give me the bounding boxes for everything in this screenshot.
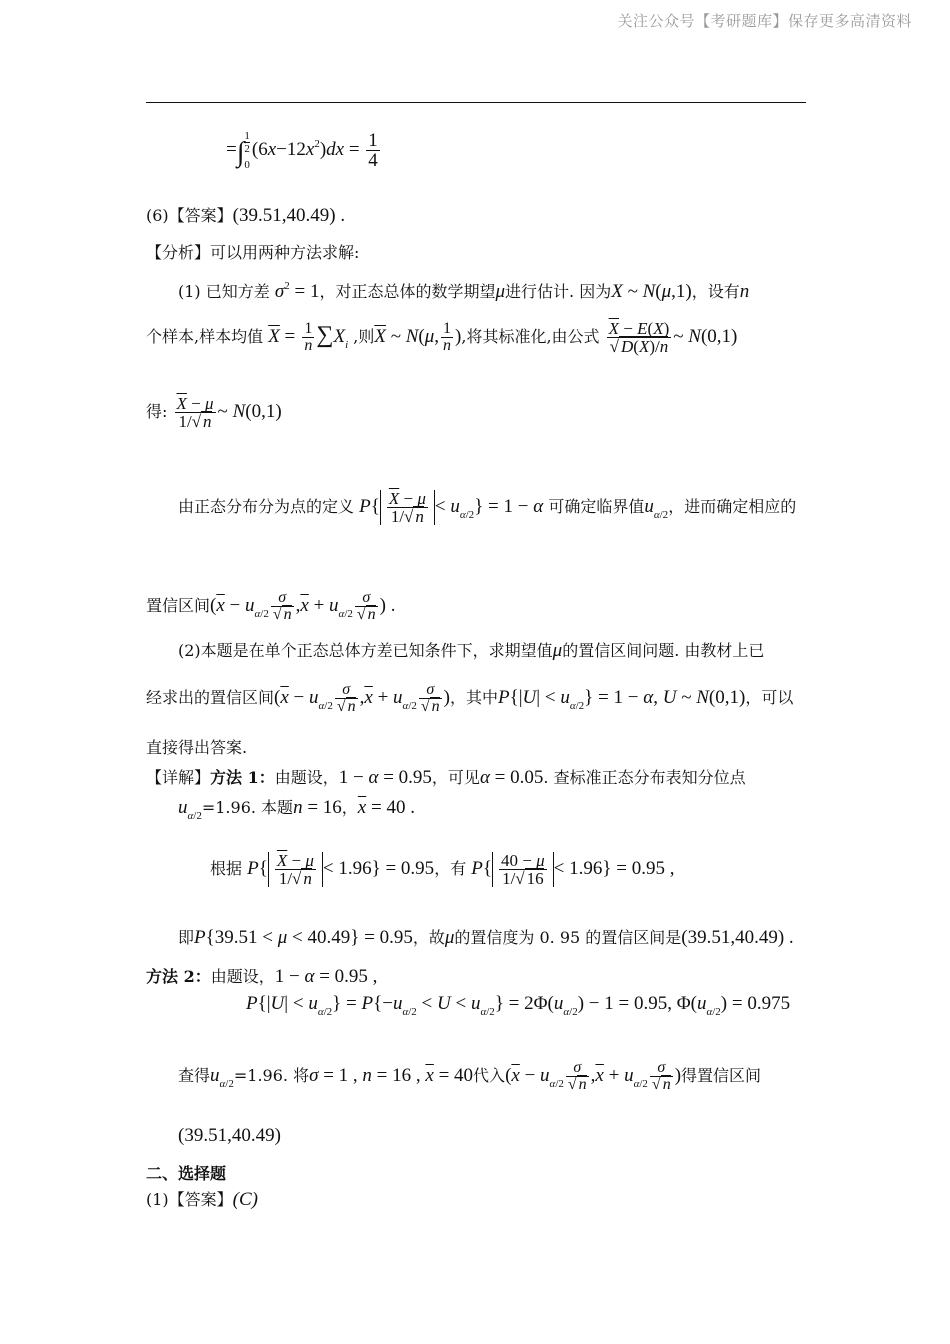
- m3-c: 代入: [473, 1066, 506, 1085]
- q6-para5: 置信区间($\overline{x} - u_{\alpha/2}$ $\frac{\sigma}{√ n}$ $,\overline{x} + u_{\alpha/2}$ $\frac{\sigma}{√ n}$ ) .: [146, 589, 396, 623]
- p1-start: (1) 已知方差: [178, 282, 270, 301]
- q6-para8: 直接得出答案.: [146, 738, 248, 757]
- p4-b: 可确定临界值: [548, 497, 645, 516]
- p2-b: ,则: [353, 327, 375, 346]
- q6-answer-value: (39.51,40.49) .: [232, 205, 346, 226]
- d4-a: 即: [178, 928, 195, 947]
- q6-para7: 经求出的置信区间($\overline{x} - u_{\alpha/2}$ $\frac{\sigma}{√ n}$ $,\overline{x} + u_{\alpha/2}$ $\frac{\sigma}{√ n}$ )，其中$P\{|U| < u_{\alpha/2}\} = 1 - \alpha$, U ~ N(0,1)，可以: [146, 681, 794, 715]
- d2-a: =1.96. 本题: [201, 798, 294, 817]
- section2-q1: [146, 1190, 258, 1209]
- p2-a: 个样本,样本均值: [146, 327, 264, 346]
- d2-b: ，: [341, 798, 358, 817]
- m3-d: 得置信区间: [681, 1066, 762, 1085]
- p6-b: 的置信区间问题. 由教材上已: [562, 641, 765, 660]
- p1-mid2: 进行估计. 因为: [505, 282, 612, 301]
- q6-para2: 个样本,样本均值 $\overline{X}$ = $\frac{1}{n}$ $\sum X_i$ ,则$\overline{X}$ ~ N(μ, $\frac{1}{n}$ ),将其标准化,由公式 $\frac{\overline{X} - E(X)}{√ D(X)/n}$ ~ N(0,1): [146, 319, 738, 356]
- d4-b: ，故: [412, 928, 445, 947]
- method2-formula: $P\{|U| < u_{\alpha/2}\} = P\{-u_{\alpha/2} < U < u_{\alpha/2}\} = 2\Phi(u_{\alpha/2}) - 1 = 0.95$, $\Phi(u_{\alpha/2}) = 0.975$: [246, 993, 791, 1018]
- q6-para3: 得: $\frac{\overline{X} - \mu}{1/√ n}$ ~ N(0,1): [146, 394, 282, 431]
- d3-b: ，有: [434, 859, 467, 878]
- q6-para1: (1) 已知方差 $\sigma^2 = 1$，对正态总体的数学期望μ进行估计. 因为X ~ N(μ,1)，设有n: [178, 280, 750, 302]
- d1-a: 由题设，: [274, 768, 339, 787]
- method2-line3: 查得$u_{\alpha/2}=1.96$. 将σ = 1 , n = 16 , $\overline{x} = 40$代入($\overline{x} - u_{\alpha/2}$ $\frac{\sigma}{√ n}$ $,\overline{x} + u_{\alpha/2}$ $\frac{\sigma}{√ n}$ )得置信区间: [178, 1059, 762, 1093]
- detail-line1: 【详解】方法 1：由题设，1 − α = 0.95，可见α = 0.05. 查标准正态分布表知分位点: [146, 767, 746, 788]
- p3-a: 得:: [146, 402, 168, 421]
- m2-a: 由题设，: [210, 967, 275, 986]
- method2-result: (39.51,40.49): [178, 1125, 281, 1146]
- s2-q1-label: (1)【答案】: [146, 1190, 233, 1209]
- q6-answer: [146, 206, 345, 225]
- p1-mid: ，对正态总体的数学期望: [319, 282, 496, 301]
- detail-line3: 根据 P{ $\frac{\overline{X} - \mu}{1/√ n}$ < 1.96} = 0.95，有 P{ $\frac{40 - \mu}{1/√ 16}$ < 1.96} = 0.95 ,: [210, 851, 675, 888]
- detail-line4: 即P{39.51 < μ < 40.49} = 0.95，故μ的置信度为 0. 95 的置信区间是(39.51,40.49) .: [178, 927, 794, 948]
- q6-answer-label: (6)【答案】: [146, 206, 233, 225]
- m3-a: 查得: [178, 1066, 211, 1085]
- p1-end: ，设有: [691, 282, 740, 301]
- d4-c: 的置信度为 0. 95 的置信区间是: [454, 928, 682, 947]
- watermark-header: 关注公众号【考研题库】保存更多高清资料: [617, 12, 912, 30]
- q6-analysis: 【分析】可以用两种方法求解:: [146, 243, 360, 262]
- d1-c: . 查标准正态分布表知分位点: [543, 768, 746, 787]
- m3-b: =1.96. 将: [233, 1066, 310, 1085]
- d1-b: ，可见: [431, 768, 480, 787]
- method1-label: 方法 1：: [210, 768, 275, 787]
- p4-a: 由正态分布分为点的定义: [178, 497, 355, 516]
- integral-line: =∫ 1 2 0 $(6x-12x^2)dx$ = $\frac{1}{4}$: [226, 130, 378, 172]
- p2-c: ,将其标准化,由公式: [461, 327, 600, 346]
- method2-line1: 方法 2：由题设，1 − α = 0.95 ,: [146, 966, 378, 987]
- detail-line2: $u_{\alpha/2}=1.96$. 本题n = 16，$\overline{x} = 40$ .: [178, 797, 415, 822]
- q6-para4: 由正态分布分为点的定义 P{ $\frac{\overline{X} - \mu}{1/√ n}$ < $u_{\alpha/2}\} = 1 - \alpha$ 可确定临界值$u_{\alpha/2}$，进而确定相应的: [178, 489, 797, 526]
- d3-a: 根据: [210, 859, 243, 878]
- p7-a: 经求出的置信区间: [146, 688, 275, 707]
- p5-a: 置信区间: [146, 596, 211, 615]
- p7-c: ，可以: [745, 688, 794, 707]
- s2-q1-value: (C): [232, 1189, 258, 1210]
- p7-b: ，其中: [449, 688, 498, 707]
- section2-title: 二、选择题: [146, 1164, 227, 1183]
- q6-para6: (2)本题是在单个正态总体方差已知条件下，求期望值μ的置信区间问题. 由教材上已: [178, 640, 765, 661]
- detail-label: 【详解】: [146, 768, 211, 787]
- p6-a: (2)本题是在单个正态总体方差已知条件下，求期望值: [178, 641, 553, 660]
- method2-label: 方法 2：: [146, 967, 211, 986]
- p4-c: ，进而确定相应的: [668, 497, 797, 516]
- header-rule: [146, 102, 806, 103]
